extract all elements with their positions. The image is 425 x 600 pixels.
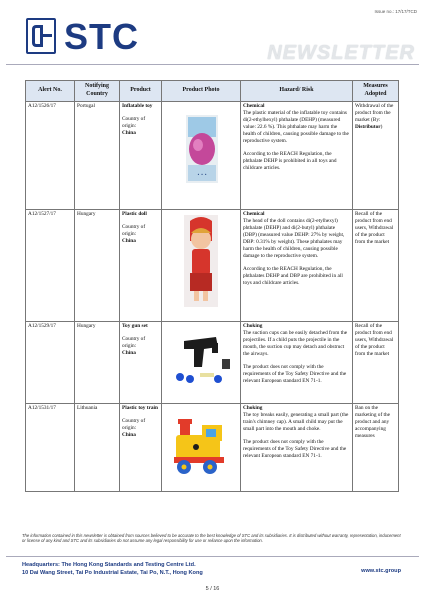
origin-country: China xyxy=(122,350,136,357)
hazard-regulation: According to the REACH Regulation, the phthalate DEHP is prohibited in all toys and childcare articles. xyxy=(243,151,337,172)
notifying-country: Hungary xyxy=(75,209,120,321)
measures-cell: Recall of the product from end users, Withdrawal of the product from the market xyxy=(353,321,399,403)
origin-country: China xyxy=(122,238,136,245)
product-cell xyxy=(120,101,162,209)
header-product-photo: Product Photo xyxy=(162,81,241,102)
alert-no: A12/1526/17 xyxy=(26,101,75,209)
header-notifying-country: Notifying Country xyxy=(75,81,120,102)
table-row xyxy=(26,209,399,321)
alert-no: A12/1527/17 xyxy=(26,209,75,321)
product-name: Toy gun set xyxy=(122,323,148,330)
header-hazard-risk: Hazard/ Risk xyxy=(241,81,353,102)
plastic-doll-photo xyxy=(164,211,238,315)
hazard-cell xyxy=(241,403,353,491)
origin-country: China xyxy=(122,130,136,137)
stc-logo xyxy=(26,18,156,58)
table-row xyxy=(26,101,399,209)
headquarters-address xyxy=(22,562,203,577)
product-cell xyxy=(120,403,162,491)
origin-label: Country of origin: xyxy=(122,418,146,432)
hazard-description: The plastic material of the inflatable toy contains di(2-ethylhexyl) phthalate (DEHP) (measured value: 22.6 %). This phthalate may harm the health of children, causing possible damage to the reproductive system. xyxy=(243,110,349,145)
website-link[interactable]: www.stc.group xyxy=(361,568,401,574)
header-product: Product xyxy=(120,81,162,102)
disclaimer: The information contained in this newsletter is obtained from sources believed to be accurate to the best knowledge of STC and its subsidiaries. It is distributed without warranty, representation, inducement or license of any kind and STC and its subsidiaries do not assume any legal responsibility for use or reliance upon the information. xyxy=(22,533,401,544)
hazard-type: Choking xyxy=(243,323,263,330)
table-row xyxy=(26,321,399,403)
photo-cell xyxy=(162,321,241,403)
hazard-type: Choking xyxy=(243,405,263,412)
table-row xyxy=(26,403,399,491)
hazard-description: The toy breaks easily, generating a small part (the train's chimney cap). A small child may put the small part into the mouth and choke. xyxy=(243,412,349,433)
newsletter-title: NEWSLETTER xyxy=(267,42,415,64)
header-alert-no: Alert No. xyxy=(26,81,75,102)
hazard-type: Chemical xyxy=(243,211,265,218)
hazard-regulation: The product does not comply with the requirements of the Toy Safety Directive and the relevant European standard EN 71-1. xyxy=(243,439,347,460)
hazard-cell xyxy=(241,209,353,321)
logo-text: STC xyxy=(64,16,139,57)
hazard-description: The suction cups can be easily detached from the projectiles. If a child puts the projectile in the mouth, the suction cup may detach and obstruct the airways. xyxy=(243,330,348,358)
notifying-country: Hungary xyxy=(75,321,120,403)
product-name: Inflatable toy xyxy=(122,103,153,110)
alerts-table xyxy=(25,80,399,492)
product-cell xyxy=(120,209,162,321)
origin-label: Country of origin: xyxy=(122,336,146,350)
plastic-toy-train-photo xyxy=(164,405,238,485)
svg-text:• • •: • • • xyxy=(197,172,207,178)
table-header-row xyxy=(26,81,399,102)
header-measures-adopted: Measures Adopted xyxy=(353,81,399,102)
hazard-type: Chemical xyxy=(243,103,265,110)
header-divider xyxy=(6,64,419,65)
stc-logo-icon xyxy=(26,18,56,54)
origin-label: Country of origin: xyxy=(122,224,146,238)
product-name: Plastic doll xyxy=(122,211,147,218)
notifying-country: Lithuania xyxy=(75,403,120,491)
photo-cell xyxy=(162,403,241,491)
photo-cell xyxy=(162,209,241,321)
photo-cell xyxy=(162,101,241,209)
alert-no: A12/1531/17 xyxy=(26,403,75,491)
inflatable-toy-photo xyxy=(164,103,238,203)
hazard-cell xyxy=(241,321,353,403)
page-number: 5 / 16 xyxy=(205,586,220,592)
notifying-country: Portugal xyxy=(75,101,120,209)
hazard-cell xyxy=(241,101,353,209)
measures-by: Distributor xyxy=(355,124,381,131)
hazard-regulation: According to the REACH Regulation, the phthalates DEHP and DBP are prohibited in all toys and childcare articles. xyxy=(243,266,343,287)
hazard-description: The head of the doll contains di(2-etylhexyl) phthalate (DEHP) and di(2-butyl) phthalate (DBP) (measured value DEHP: 27% by weight, DBP: 0.31% by weight). These phthalates may harm the health of children, causing possible damage to the reproductive system. xyxy=(243,218,345,260)
footer-divider xyxy=(6,556,419,557)
product-name: Plastic toy train xyxy=(122,405,158,412)
origin-label: Country of origin: xyxy=(122,116,146,130)
product-cell xyxy=(120,321,162,403)
hq-line-1: Headquarters: The Hong Kong Standards and Testing Centre Ltd. xyxy=(22,562,196,568)
measures-cell: Recall of the product from end users, Withdrawal of the product from the market xyxy=(353,209,399,321)
alert-no: A12/1529/17 xyxy=(26,321,75,403)
hazard-regulation: The product does not comply with the requirements of the Toy Safety Directive and the relevant European standard EN 71-1. xyxy=(243,364,347,385)
measures-cell: Withdrawal of the product from the market (By: Distributor) xyxy=(353,101,399,209)
measures-cell: Ban on the marketing of the product and any accompanying measures xyxy=(353,403,399,491)
hq-line-2: 10 Dai Wang Street, Tai Po Industrial Estate, Tai Po, N.T., Hong Kong xyxy=(22,569,203,576)
issue-reference: Issue no.: 17/17/TCD xyxy=(374,9,417,14)
origin-country: China xyxy=(122,432,136,439)
toy-gun-set-photo xyxy=(164,323,238,395)
